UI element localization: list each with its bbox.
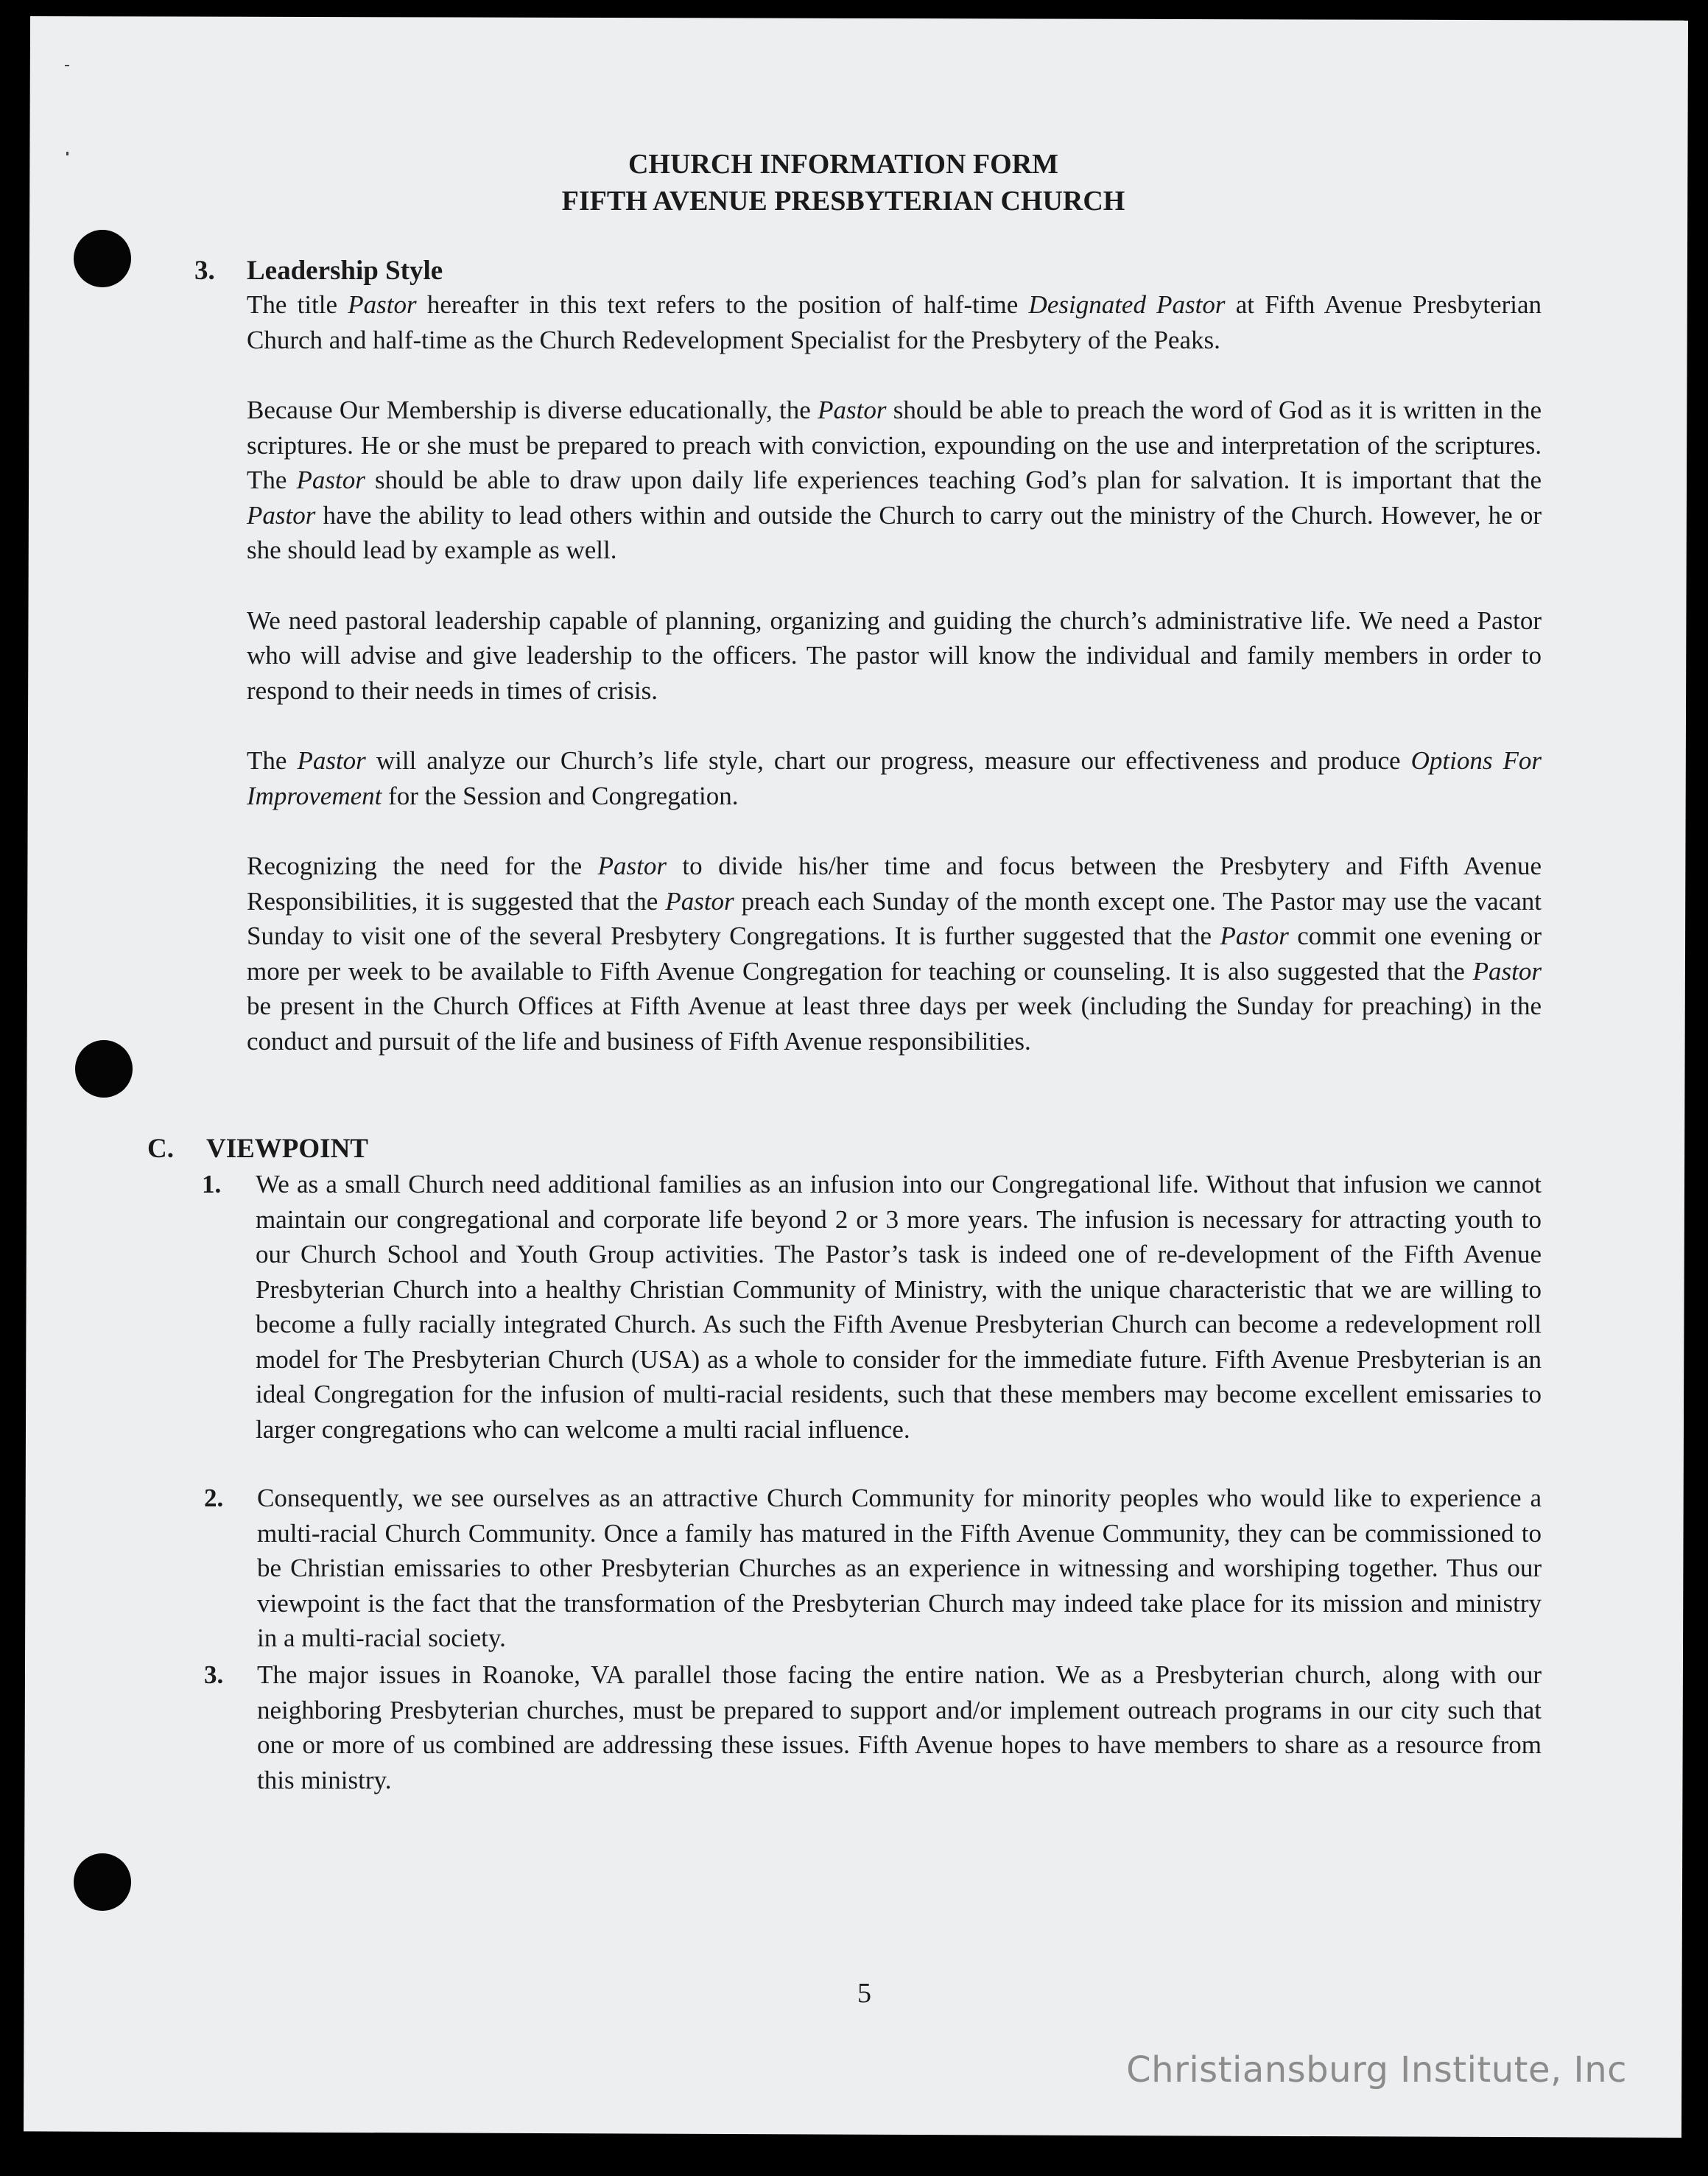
italic-term: Designated Pastor <box>1028 290 1226 319</box>
viewpoint-item-2: Consequently, we see ourselves as an attractive Church Community for minority peoples who would like to experience a multi-racial Church Community. Once a family has matured in the Fifth Avenue Community, they can be commissioned to be Christian emissaries to other Presbyterian Churches as an experience in witnessing and worshiping together. Thus our viewpoint is the fact that the transformation of the Presbyterian Church may indeed take place for its mission and ministry in a multi-racial society. <box>257 1484 1542 1652</box>
leadership-paragraphs <box>247 287 1542 1059</box>
binder-hole-top <box>74 230 131 287</box>
italic-term: Pastor <box>297 746 366 775</box>
italic-term: Pastor <box>818 396 887 424</box>
list-number: 1. <box>202 1170 222 1198</box>
section-heading: Leadership Style <box>247 256 443 286</box>
binder-hole-bottom <box>74 1853 131 1911</box>
italic-term: Pastor <box>348 290 417 319</box>
binder-hole-middle <box>75 1040 133 1098</box>
paragraph-3 <box>247 603 1542 709</box>
italic-term: Pastor <box>665 886 734 916</box>
title-line-1: CHURCH INFORMATION FORM <box>628 149 1059 180</box>
italic-term: Pastor <box>247 500 316 530</box>
text-run: commit one evening or more per week to be available to Fifth Avenue Congregation for teaching or counseling. It is also suggested that the <box>247 922 1542 986</box>
text-run: Recognizing the need for the <box>247 852 598 880</box>
section-number: 3. <box>194 256 215 286</box>
text-run: should be able to preach the word of God as it is written in the scriptures. He or she must be prepared to preach with conviction, expounding on the use and interpretation of the scriptures. The <box>247 396 1542 494</box>
text-run: to divide his/her time and focus between the Presbytery and Fifth Avenue Responsibilities, it is suggested that the <box>247 852 1542 916</box>
paragraph-5 <box>247 849 1542 1059</box>
italic-term: Options For Improvement <box>247 746 1542 810</box>
text-run: hereafter in this text refers to the position of half-time <box>416 290 1029 319</box>
text-run: preach each Sunday of the month except one. The Pastor may use the vacant Sunday to visit one of the several Presbytery Congregations. It is further suggested that the <box>247 886 1542 950</box>
italic-term: Pastor <box>296 466 365 494</box>
text-run: be present in the Church Offices at Fifth Avenue at least three days per week (including the Sunday for preaching) in the conduct and pursuit of the life and business of Fifth Avenue responsibilities. <box>247 992 1542 1056</box>
italic-term: Pastor <box>1472 956 1542 986</box>
viewpoint-item-3: The major issues in Roanoke, VA parallel those facing the entire nation. We as a Presbyterian church, along with our neighboring Presbyterian churches, must be prepared to support and/or implement outreach programs in our city such that one or more of us combined are addressing these issues. Fifth Avenue hopes to have members to share as a resource from this ministry. <box>257 1660 1542 1794</box>
paragraph-2 <box>247 393 1542 568</box>
title-line-2: FIFTH AVENUE PRESBYTERIAN CHURCH <box>561 186 1125 217</box>
text-run: Because Our Membership is diverse educationally, the <box>247 396 818 424</box>
list-number: 2. <box>204 1484 224 1512</box>
text-run: The title <box>247 290 348 319</box>
italic-term: Pastor <box>1220 922 1289 950</box>
paper-speck <box>65 65 69 66</box>
text-run: The <box>247 746 298 775</box>
text-run: at Fifth Avenue Presbyterian Church and half-time as the Church Redevelopment Specialist for the Presbytery of the Peaks. <box>247 290 1542 354</box>
italic-term: Pastor <box>597 852 667 880</box>
viewpoint-heading: VIEWPOINT <box>206 1134 368 1164</box>
text-run: should be able to draw upon daily life experiences teaching God’s plan for salvation. It is important that the <box>365 466 1542 494</box>
paragraph-4 <box>247 743 1542 813</box>
paragraph-1 <box>247 287 1542 357</box>
list-number: 3. <box>204 1660 224 1689</box>
viewpoint-letter: C. <box>147 1134 174 1164</box>
text-run: have the ability to lead others within and outside the Church to carry out the ministry of the Church. However, he or she should lead by example as well. <box>247 500 1542 564</box>
text-run: We need pastoral leadership capable of planning, organizing and guiding the church’s administrative life. We need a Pastor who will advise and give leadership to the officers. The pastor will know the individual and family members in order to respond to their needs in times of crisis. <box>247 606 1542 705</box>
page-number: 5 <box>857 1978 871 2009</box>
text-run: will analyze our Church’s life style, chart our progress, measure our effectiveness and produce <box>365 746 1411 775</box>
text-run: for the Session and Congregation. <box>382 781 739 810</box>
watermark: Christiansburg Institute, Inc <box>1126 2049 1627 2091</box>
form-title <box>0 146 1687 220</box>
viewpoint-item-1: We as a small Church need additional families as an infusion into our Congregational life. Without that infusion we cannot maintain our congregational and corporate life beyond 2 or 3 more years. The infusion is necessary for attracting youth to our Church School and Youth Group activities. The Pastor’s task is indeed one of re-development of the Fifth Avenue Presbyterian Church into a healthy Christian Community of Ministry, with the unique characteristic that we are willing to become a fully racially integrated Church. As such the Fifth Avenue Presbyterian Church can become a redevelopment roll model for The Presbyterian Church (USA) as a whole to consider for the immediate future. Fifth Avenue Presbyterian is an ideal Congregation for the infusion of multi-racial residents, such that these members may become excellent emissaries to larger congregations who can welcome a multi racial influence. <box>256 1170 1542 1444</box>
